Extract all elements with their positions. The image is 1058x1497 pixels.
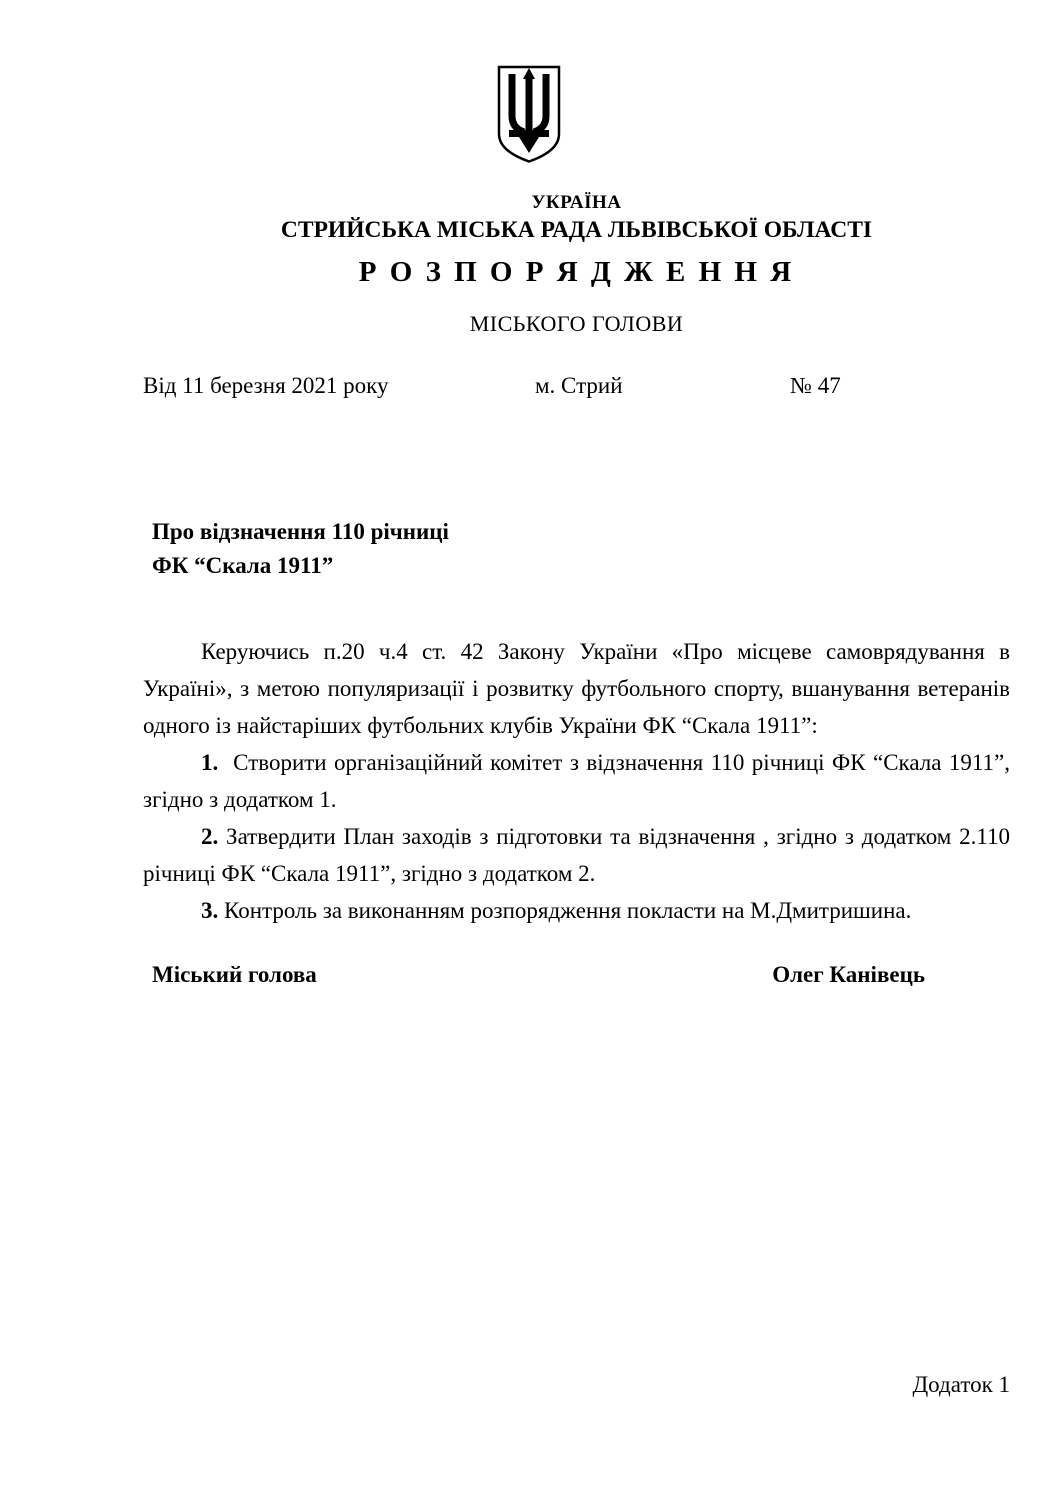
item-3-text: Контроль за виконанням розпорядження покласти на М.Дмитришина. [224,898,912,923]
document-meta-row [143,373,1010,401]
signature-name: Олег Канівець [772,962,925,987]
document-date: Від 11 березня 2021 року [143,373,389,398]
document-content [0,192,1058,988]
item-1-number: 1. [201,750,219,775]
header-country: УКРАЇНА [531,192,622,213]
document-number: № 47 [790,373,841,398]
document-body [143,633,1010,929]
annex-label: Додаток 1 [912,1372,1010,1397]
item-3 [143,892,1010,929]
ukraine-trident-shield-icon [488,64,570,164]
signature-title: Міський голова [152,962,317,987]
item-3-number: 3. [201,898,219,923]
item-1 [143,744,1010,818]
header-council-name: СТРИЙСЬКА МІСЬКА РАДА ЛЬВІВСЬКОЇ ОБЛАСТІ [280,217,873,243]
item-2 [143,818,1010,892]
document-place: м. Стрий [535,373,623,398]
header-document-type: Р О З П О Р Я Д Ж Е Н Н Я [358,256,795,288]
subject-line-2: ФК “Скала 1911” [152,553,334,578]
coat-of-arms [0,0,1058,166]
signature-row [143,962,1010,988]
subject-line-1: Про відзначення 110 річниці [152,519,449,544]
item-1-text: Створити організаційний комітет з відзначення 110 річниці ФК “Скала 1911”, згідно з додатком 1. [143,750,1011,812]
item-2-number: 2. [201,824,219,849]
ordered-items [143,744,1010,929]
item-2-text: Затвердити План заходів з підготовки та відзначення , згідно з додатком 2.110 річниці ФК “Скала 1911”, згідно з додатком 2. [143,824,1010,886]
preamble-paragraph: Керуючись п.20 ч.4 ст. 42 Закону України «Про місцеве самоврядування в Україні», з метою популяризації і розвитку футбольного спорту, вшанування ветеранів одного із найстаріших футбольних клубів України ФК “Скала 1911”: [143,639,1010,738]
document-subject [143,515,1010,583]
header-issuer: МІСЬКОГО ГОЛОВИ [469,311,684,336]
